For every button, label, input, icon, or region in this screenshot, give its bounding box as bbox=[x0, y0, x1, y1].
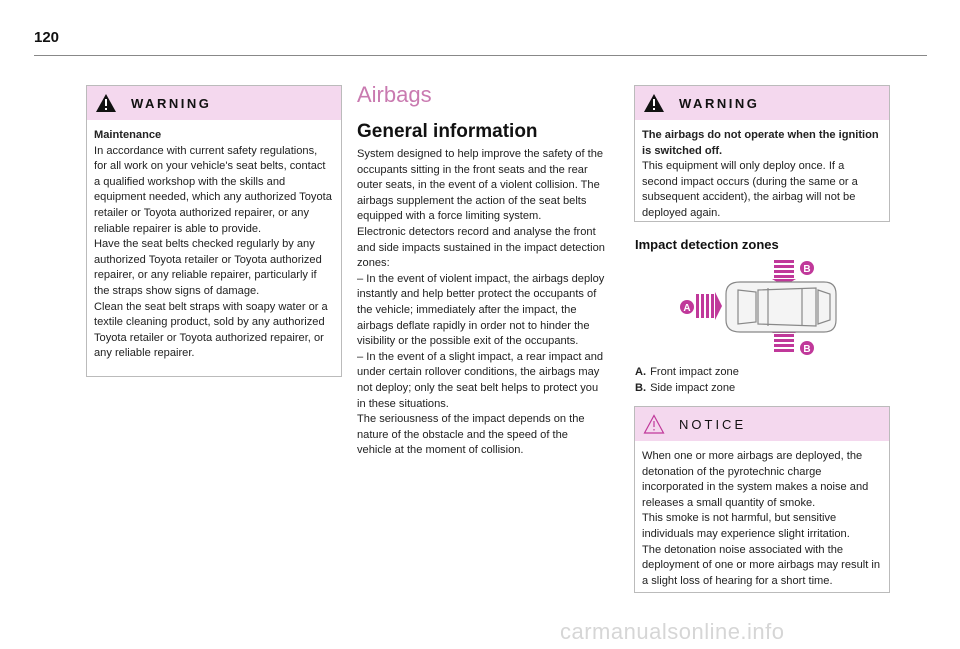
body-paragraph: The seriousness of the impact depends on the nature of the obstacle and the speed of the vehicle at the moment of collision. bbox=[357, 413, 585, 457]
warning-title: WARNING bbox=[131, 96, 212, 111]
page-number: 120 bbox=[34, 29, 60, 46]
zone-label-b-top: B bbox=[803, 264, 811, 275]
notice-paragraph: When one or more airbags are deployed, the detonation of the pyrotechnic charge incorporated in the system makes a noise and releases a small quantity of smoke. bbox=[642, 450, 869, 509]
warning-paragraph: In accordance with current safety regulations, for all work on your vehicle's seat belts, contact a qualified workshop with the skills and equipment needed, which any authorized Toyota retailer or Toyota authorized repairer, or any reliable repairer is able to provide. bbox=[94, 144, 332, 235]
warning-paragraph: This equipment will only deploy once. If a second impact occurs (during the same or a subsequent accident), the airbag will not be deployed again. bbox=[642, 160, 858, 219]
warning-box-header bbox=[87, 86, 341, 120]
warning-box-ignition bbox=[634, 85, 890, 222]
watermark: carmanualsonline.info bbox=[560, 619, 785, 644]
notice-triangle-icon bbox=[643, 414, 665, 434]
legend-item: A. Front impact zone bbox=[635, 366, 739, 378]
notice-box-header bbox=[635, 407, 889, 441]
general-info-body bbox=[357, 147, 605, 459]
legend-item: B. Side impact zone bbox=[635, 381, 736, 394]
zone-label-b-bottom: B bbox=[803, 344, 811, 355]
impact-zones-title: Impact detection zones bbox=[635, 237, 779, 252]
header-rule bbox=[34, 55, 927, 56]
warning-heading: Maintenance bbox=[94, 129, 162, 141]
warning-triangle-icon bbox=[95, 93, 117, 113]
impact-zones-diagram bbox=[676, 254, 846, 358]
body-paragraph: – In the event of a slight impact, a rear impact and under certain rollover conditions, the airbags may not deploy; only the seat belt helps to protect you in these situations. bbox=[357, 350, 604, 410]
warning-box-maintenance bbox=[86, 85, 342, 377]
zone-label-a: A bbox=[683, 303, 691, 314]
notice-paragraph: The detonation noise associated with the deployment of one or more airbags may result in a slight loss of hearing for a short time. bbox=[642, 543, 881, 587]
front-impact-arrow bbox=[696, 292, 722, 320]
notice-paragraph: This smoke is not harmful, but sensitive individuals may experience slight irritation. bbox=[642, 512, 850, 540]
warning-paragraph: Clean the seat belt straps with soapy water or a textile cleaning product, sold by any authorized Toyota retailer or Toyota authorized repairer, or any reliable repairer. bbox=[94, 300, 328, 360]
warning-triangle-icon bbox=[643, 93, 665, 113]
notice-box bbox=[634, 406, 890, 593]
impact-zones-legend bbox=[635, 365, 739, 396]
section-subtitle: General information bbox=[357, 121, 538, 142]
warning-box-body bbox=[635, 120, 889, 230]
body-paragraph: System designed to help improve the safety of the occupants sitting in the front seats and the rear outer seats, in the event of a violent collision. The airbags supplement the action of the seat belts equipped with a force limiting system. bbox=[357, 148, 604, 223]
warning-heading: The airbags do not operate when the ignition is switched off. bbox=[642, 129, 879, 157]
notice-box-body bbox=[635, 441, 889, 597]
warning-paragraph: Have the seat belts checked regularly by any authorized Toyota retailer or Toyota authorized repairer, or any reliable repairer, particularly if the straps show signs of damage. bbox=[94, 238, 322, 297]
warning-title: WARNING bbox=[679, 96, 760, 111]
car-top-view bbox=[726, 282, 836, 332]
warning-box-body bbox=[87, 120, 341, 370]
body-paragraph: – In the event of violent impact, the airbags deploy instantly and help better protect the occupants of the vehicle; immediately after the impact, the airbags deflate rapidly in order not to hinder the visibility or the possible exit of the occupants. bbox=[357, 272, 605, 348]
warning-box-header bbox=[635, 86, 889, 120]
body-paragraph: Electronic detectors record and analyse the front and side impacts sustained in the impact detection zones: bbox=[357, 225, 605, 270]
section-title: Airbags bbox=[357, 82, 432, 107]
notice-title: NOTICE bbox=[679, 417, 747, 432]
